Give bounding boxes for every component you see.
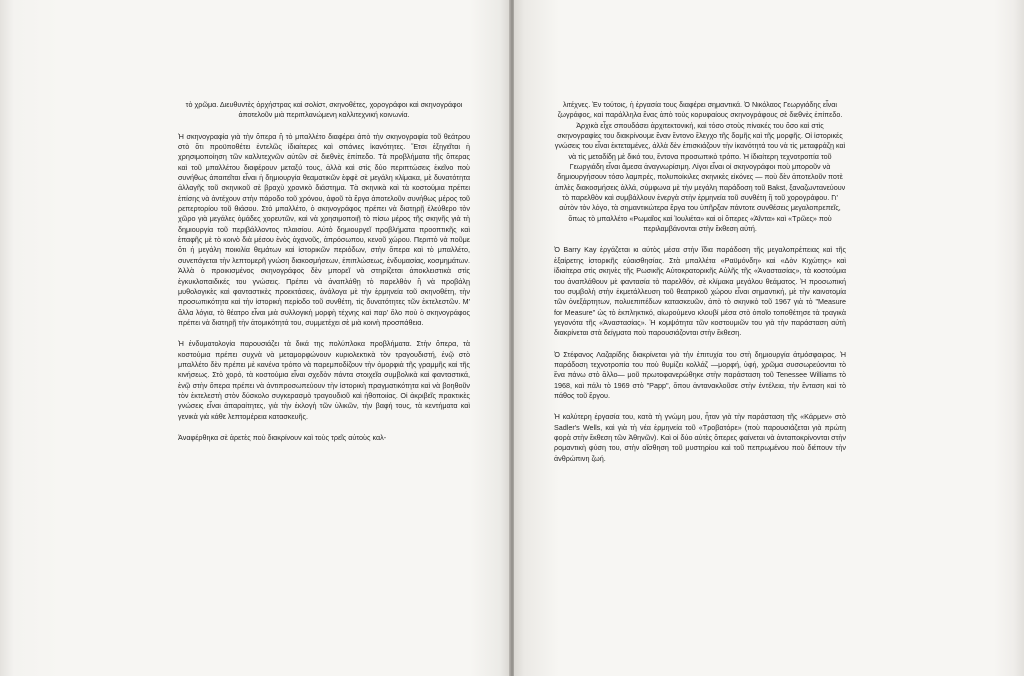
paragraph: λιτέχνες. Ἐν τούτοις, ἡ ἐργασία τους διαφέρει σημαντικά. Ὁ Νικόλαος Γεωργιάδης εἶναι ζωγράφος, καὶ παράλληλα ἕνας ἀπὸ τοὺς κορυφαίους σκηνογράφους σὲ διεθνὲς ἐπίπεδο. Ἀρχικὰ εἶχε σπουδάσει ἀρχιτεκτονική, καὶ τόσο στοὺς πίνακές του ὅσο καὶ στὶς σκηνογραφίες του διακρίνουμε ἕναν ἔντονο ἔλεγχο τῆς δομῆς καὶ τῆς μορφῆς. Οἱ ἱστορικές γνώσεις του εἶναι ἐκτεταμένες, ἀλλὰ δὲν ἐπισκιάζουν τὴν ἱκανότητά του νὰ τὶς μεταφράζῃ καὶ νὰ τὶς μεταδίδῃ μὲ δικό του, ἔντονα προσωπικὸ τρόπο. Ἡ ἰδιαίτερη τεχνοτροπία τοῦ Γεωργιάδη εἶναι ἄμεσα ἀναγνωρίσιμη. Λίγοι εἶναι οἱ σκηνογράφοι ποὺ μποροῦν νὰ δημιουργήσουν τόσο λαμπρές, πολυποίκιλες σκηνικὲς εἰκόνες — ποὺ δὲν ἀποτελοῦν ποτὲ ἁπλὲς διακοσμήσεις ἀλλά, σύμφωνα μὲ τὴν μεγάλη παράδοση τοῦ Bakst, ξαναζωντανεύουν τὸ παρελθὸν καὶ συμβάλλουν ἐνεργὰ στὴν ἑρμηνεία τοῦ συνθέτη ἢ τοῦ χορογράφου. Γι' αὐτὸν τὸν λόγο, τὰ σημαντικώτερα ἔργα του ὑπῆρξαν πάντοτε συνθέσεις μεγαλοπρεπεῖς, ὅπως τὸ μπαλλέτο «Ρωμαῖος καὶ Ἰουλιέτα» καὶ οἱ ὄπερες «Ἀΐντα» καὶ «Τρῶες» ποὺ περιλαμβάνονται στὴν ἔκθεση αὐτή.	[554, 100, 846, 234]
paragraph: Ἀναφέρθηκα σὲ ἀρετὲς ποὺ διακρίνουν καὶ τοὺς τρεῖς αὐτοὺς καλ-	[178, 432, 387, 442]
right-text-column	[554, 100, 846, 475]
right-page	[514, 0, 1024, 676]
paragraph: Ἡ σκηνογραφία γιὰ τὴν ὄπερα ἢ τὸ μπαλλέτο διαφέρει ἀπὸ τὴν σκηνογραφία τοῦ θεάτρου στὸ ὅτι προϋποθέτει ἐντελῶς ἰδιαίτερες καὶ σπάνιες ἱκανότητες. Ἔτσι ἐξηγεῖται ἡ χρησιμοποίηση τῶν καλλιτεχνῶν αὐτῶν σὲ διεθνὲς ἐπίπεδο. Τὰ προβλήματα τῆς ὄπερας καὶ τοῦ μπαλλέτου διαφέρουν μεταξύ τους, ἀλλὰ καὶ στὶς δύο περιπτώσεις ἐκεῖνο ποὺ συνήθως ἀπαιτεῖται εἶναι ἡ δημιουργία θεαματικῶν ἐφφὲ σὲ μεγάλη κλίμακα, μὲ δυνατότητα ἀλλαγῆς τοῦ σκηνικοῦ σὲ βραχὺ χρονικὸ διάστημα. Τὰ σκηνικὰ καὶ τὰ κοστούμια πρέπει ἐπίσης νὰ ἀντέχουν στὴν πάροδο τοῦ χρόνου, ἀφοῦ τὰ ἔργα ἀποτελοῦν συνήθως μέρος τοῦ ρεπερτορίου τοῦ θιάσου. Στὸ μπαλλέτο, ὁ σκηνογράφος πρέπει νὰ διατηρῇ ἐλεύθερο τὸν χῶρο γιὰ μεγάλες ὁμάδες χορευτῶν, καὶ νὰ χρησιμοποιῇ τὸ πίσω μέρος τῆς σκηνῆς γιὰ τὴ δημιουργία τοῦ περιβάλλοντος πλαισίου. Αὐτὸ δημιουργεῖ προβλήματα προοπτικῆς καὶ ἐπαφῆς μὲ τὸ κοινὸ διὰ μέσου ἑνὸς ἀχανοῦς, ἀπρόσωπου, κενοῦ χώρου. Περιττὸ νὰ ποῦμε ὅτι ἡ μεγάλη ποικιλία θεμάτων καὶ ἱστορικῶν περιόδων, στὴν ὄπερα καὶ τὸ μπαλλέτο, συνεπάγεται τὴν λεπτομερῆ γνώση διακοσμήσεων, ἐπιπλώσεως, ἐνδυμασίας, κοσμημάτων. Ἀλλὰ ὁ προικισμένος σκηνογράφος δὲν μπορεῖ νὰ στηρίζεται ἀποκλειστικὰ στὶς ἐγκυκλοπαιδικές του γνώσεις. Πρέπει νὰ ἀναπλάθῃ τὸ παρελθὸν ἢ νὰ προβάλῃ μυθολογικὲς καὶ φανταστικὲς προεκτάσεις, ἀνάλογα μὲ τὴν ἑρμηνεία τοῦ σκηνοθέτη, τὴν προσωπικότητα καὶ τὴν ἱστορικὴ περίοδο τοῦ συνθέτη, τὶς δυνατότητες τῶν ἐκτελεστῶν. Μ' ἄλλα λόγια, τὸ θέατρο εἶναι μιὰ συλλογικὴ μορφὴ τέχνης καὶ παρ' ὅλο ποὺ ὁ σκηνογράφος πρέπει νὰ διατηρῇ τὴν ἀτομικότητά του, συμμετέχει σὲ μιὰ κοινὴ προσπάθεια.	[178, 131, 470, 327]
paragraph: Ὁ Στέφανος Λαζαρίδης διακρίνεται γιὰ τὴν ἐπιτυχία του στὴ δημιουργία ἀτμόσφαιρας. Ἡ παράδοση τεχνοτροπία του ποὺ θυμίζει κολλάζ —μορφή, ὑφή, χρῶμα συσσωρεύονται τὸ ἕνα πάνω στὸ ἄλλο— μοῦ πρωτοφανερώθηκε στὴν παράσταση τοῦ Tenessee Williams τὸ 1968, καὶ πάλι τὸ 1969 στὸ "Papp", ὅπου ἀντανακλοῦσε στὴν ἐντέλεια, τὴν ἔνταση καὶ τὸ πάθος τοῦ ἔργου.	[554, 349, 846, 400]
paragraph: Ἡ ἐνδυματολογία παρουσιάζει τὰ δικά της πολύπλοκα προβλήματα. Στὴν ὄπερα, τὰ κοστούμια πρέπει συχνὰ νὰ μεταμορφώνουν κυριολεκτικὰ τὸν τραγουδιστή, ἐνῷ στὸ μπαλλέτο δὲν πρέπει μὲ κανένα τρόπο νὰ παρεμποδίζουν τὴν ὀμορφιὰ τῆς γραμμῆς καὶ τῆς κινήσεως. Στὸ χορό, τὰ κοστούμια εἶναι σχεδὸν πάντα στοιχεῖα συμβολικὰ καὶ φανταστικά, ἐνῷ στὴν ὄπερα πρέπει νὰ ἀντιπροσωπεύουν τὴν ἱστορικὴ πραγματικότητα καὶ νὰ βοηθοῦν τὸν ἐκτελεστὴ στὸν δύσκολο συγκερασμὸ τραγουδιοῦ καὶ ἠθοποιίας. Οἱ ἀκριβεῖς πρακτικὲς γνώσεις εἶναι ἀπαραίτητες, γιὰ τὴν ἐκλογὴ τῶν ὑλικῶν, τὴν βαφή τους, τὰ κεντήματα καὶ γενικὰ γιὰ κάθε λεπτομέρεια κατασκευῆς.	[178, 339, 470, 421]
left-text-column	[178, 100, 470, 454]
left-page	[0, 0, 510, 676]
paragraph: τὸ χρῶμα. Διευθυντὲς ὀρχήστρας καὶ σολίστ, σκηνοθέτες, χορογράφοι καὶ σκηνογράφοι ἀποτελοῦν μιὰ περιπλανώμενη καλλιτεχνική κοινωνία.	[185, 100, 463, 120]
paragraph: Ὁ Barry Kay ἐργάζεται κι αὐτὸς μέσα στὴν ἴδια παράδοση τῆς μεγαλοπρέπειας καὶ τῆς ἐξαίρετης ἱστορικῆς εὐαισθησίας. Στὰ μπαλλέτα «Ραϋμόνδη» καὶ «Δὸν Κιχώτης» καὶ ἰδιαίτερα στὶς σκηνὲς τῆς Ρωσικῆς Αὐτοκρατορικῆς Αὐλῆς τῆς «Ἀναστασίας», τὰ κοστούμια του ἀναπλάθουν μὲ φαντασία τὸ παρελθόν, σὲ κλίμακα μεγάλου θεάματος. Ἡ προσωπική του συμβολὴ στὴν ἐκμετάλλευση τοῦ θεατρικοῦ χώρου εἶναι σημαντική, μὲ τὴν καινοτομία τῶν ὀνεξάρτητων, πολυεπιπέδων κατασκευῶν, ἀπὸ τὸ σκηνικὸ τοῦ 1967 γιὰ τὸ "Measure for Measure" ὡς τὸ ἐκπληκτικό, αἰωρούμενο κλουβί μέσα στὸ ὁποῖο τοποθέτησε τὰ τραγικὰ γεγονότα τῆς «Ἀναστασίας». Ἡ κομψότητα τῶν κοστουμιῶν του γιὰ τὴν παράσταση αὐτὴ διακρίνεται στὰ δείγματα ποὺ παρουσιάζονται στὴν ἔκθεση.	[554, 245, 846, 338]
paragraph: Ἡ καλύτερη ἐργασία του, κατὰ τὴ γνώμη μου, ἦταν γιὰ τὴν παράσταση τῆς «Κάρμεν» στὸ Sadler's Wells, καὶ γιὰ τὴ νέα ἑρμηνεία τοῦ «Τροβατόρε» (ποὺ παρουσιάζεται γιὰ πρώτη φορὰ στὴν ἔκθεση τῶν Ἀθηνῶν). Καὶ οἱ δύο αὐτὲς ὄπερες φαίνεται νὰ ἀνταποκρίνονται στὴν ρομαντικὴ φύση του, στὴν αἴσθηση τοῦ μυστηρίου καὶ τοῦ πεπρωμένου ποὺ διέπουν τὴν ἀνθρώπινη ζωή.	[554, 412, 846, 463]
